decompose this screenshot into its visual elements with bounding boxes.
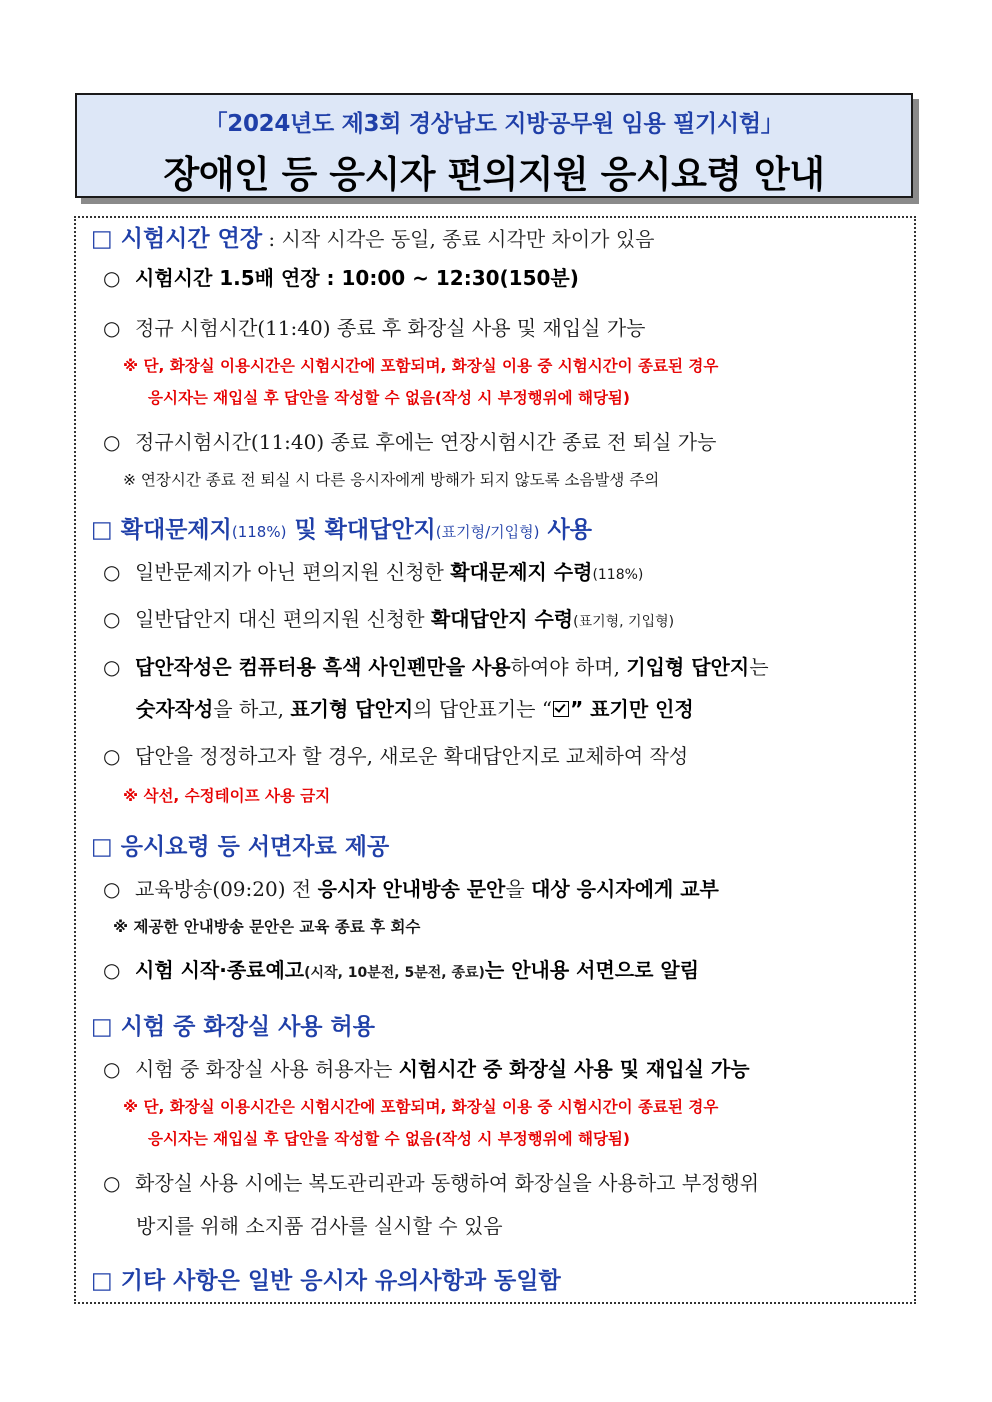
- item-text: 하여야 하며,: [510, 655, 627, 679]
- list-item: [103, 879, 719, 899]
- warning-note-cont: 응시자는 재입실 후 답안을 작성할 수 없음(작성 시 부정행위에 해당됨): [148, 1130, 630, 1148]
- item-text: 는: [749, 655, 769, 679]
- heading-text: □ 시험시간 연장: [91, 226, 263, 252]
- bullet: ○: [103, 877, 121, 901]
- item-emphasis: 대상 응시자에게 교부: [531, 877, 719, 901]
- item-emphasis: 답안작성은 컴퓨터용 흑색 사인펜만을 사용: [135, 655, 511, 679]
- section-heading-enlarged-papers: [91, 519, 592, 542]
- item-emphasis: 시험 시작·종료예고: [135, 958, 305, 982]
- list-item: [103, 318, 646, 338]
- page-title: 장애인 등 응시자 편의지원 응시요령 안내: [163, 153, 825, 196]
- item-sub: (118%): [592, 567, 644, 583]
- heading-text: 및 확대답안지: [286, 517, 436, 543]
- bullet: ○: [103, 430, 121, 454]
- list-item: [103, 1173, 759, 1193]
- heading-sub: (118%): [231, 523, 287, 541]
- bullet: ○: [103, 744, 121, 768]
- list-item: [103, 960, 699, 980]
- section-heading-written-materials: □ 응시요령 등 서면자료 제공: [91, 834, 390, 860]
- item-emphasis: 표기형 답안지: [290, 697, 414, 721]
- bullet: ○: [103, 607, 121, 631]
- section-heading-restroom: □ 시험 중 화장실 사용 허용: [91, 1014, 375, 1040]
- item-text: 정규시험시간(11:40) 종료 후에는 연장시험시간 종료 전 퇴실 가능: [135, 430, 717, 454]
- warning-note-cont: 응시자는 재입실 후 답안을 작성할 수 없음(작성 시 부정행위에 해당됨): [148, 389, 630, 407]
- exam-title: 「2024년도 제3회 경상남도 지방공무원 임용 필기시험」: [204, 111, 784, 137]
- item-emphasis: 는 안내용 서면으로 알림: [484, 958, 700, 982]
- bullet: ○: [103, 1171, 121, 1195]
- item-emphasis: 숫자작성: [136, 697, 214, 721]
- warning-note: ※ 단, 화장실 이용시간은 시험시간에 포함되며, 화장실 이용 중 시험시간이 종료된 경우: [123, 1098, 719, 1116]
- warning-note: ※ 삭선, 수정테이프 사용 금지: [123, 787, 331, 805]
- item-emphasis: 확대답안지 수령: [430, 607, 574, 631]
- item-text: 정규 시험시간(11:40) 종료 후 화장실 사용 및 재입실 가능: [135, 316, 646, 340]
- bullet: ○: [103, 1057, 121, 1081]
- item-emphasis: 응시자 안내방송 문안: [317, 877, 506, 901]
- item-text: 교육방송(09:20) 전: [135, 877, 318, 901]
- item-sub: (시작, 10분전, 5분전, 종료): [304, 965, 485, 981]
- item-text: 방지를 위해 소지품 검사를 실시할 수 있음: [136, 1214, 503, 1238]
- item-text: 의 답안표기는 “: [413, 697, 553, 721]
- list-item: [103, 657, 769, 677]
- item-text: 을 하고,: [213, 697, 291, 721]
- heading-desc: : 시작 시각은 동일, 종료 시각만 차이가 있음: [262, 227, 655, 251]
- item-text: 화장실 사용 시에는 복도관리관과 동행하여 화장실을 사용하고 부정행위: [135, 1171, 760, 1195]
- bullet: ○: [103, 958, 121, 982]
- item-text: 시험 중 화장실 사용 허용자는: [135, 1057, 399, 1081]
- section-heading-other: □ 기타 사항은 일반 응시자 유의사항과 동일함: [91, 1268, 561, 1294]
- note: ※ 연장시간 종료 전 퇴실 시 다른 응시자에게 방해가 되지 않도록 소음발생 주의: [123, 471, 660, 489]
- bullet: ○: [103, 266, 121, 290]
- title-box: [75, 93, 913, 198]
- bullet: ○: [103, 655, 121, 679]
- list-item-cont: [136, 1216, 503, 1236]
- heading-sub: (표기형/기입형): [435, 523, 540, 541]
- heading-text: □ 확대문제지: [91, 517, 232, 543]
- list-item: [103, 562, 643, 582]
- item-emphasis: 확대문제지 수령: [450, 560, 593, 584]
- heading-text: 사용: [539, 517, 592, 543]
- checked-box-icon: [553, 701, 569, 717]
- bullet: ○: [103, 560, 121, 584]
- list-item: [103, 268, 579, 288]
- item-text: 시험시간 1.5배 연장 : 10:00 ~ 12:30(150분): [135, 266, 579, 290]
- list-item-cont: [136, 699, 694, 719]
- item-text: 을: [505, 877, 532, 901]
- list-item: [103, 432, 716, 452]
- item-emphasis: ” 표기만 인정: [570, 697, 694, 721]
- item-emphasis: 시험시간 중 화장실 사용 및 재입실 가능: [398, 1057, 750, 1081]
- note: ※ 제공한 안내방송 문안은 교육 종료 후 회수: [113, 918, 421, 936]
- item-text: 일반문제지가 아닌 편의지원 신청한: [135, 560, 451, 584]
- item-emphasis: 기입형 답안지: [626, 655, 750, 679]
- bullet: ○: [103, 316, 121, 340]
- warning-note: ※ 단, 화장실 이용시간은 시험시간에 포함되며, 화장실 이용 중 시험시간이 종료된 경우: [123, 357, 719, 375]
- item-text: 일반답안지 대신 편의지원 신청한: [135, 607, 431, 631]
- list-item: [103, 609, 674, 629]
- item-sub: (표기형, 기입형): [573, 614, 675, 630]
- section-heading-time-extension: [91, 228, 654, 251]
- list-item: [103, 1059, 750, 1079]
- item-text: 답안을 정정하고자 할 경우, 새로운 확대답안지로 교체하여 작성: [135, 744, 689, 768]
- list-item: [103, 746, 688, 766]
